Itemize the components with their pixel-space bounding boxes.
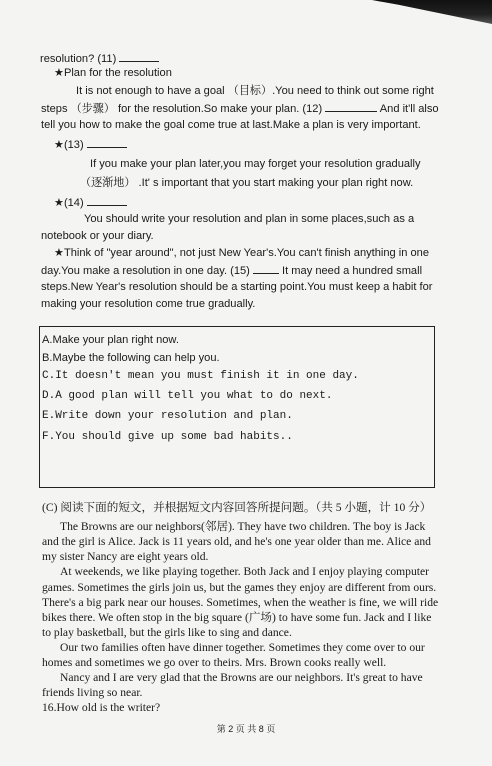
passage-line: Our two families often have dinner together. Sometimes they come over to our [60, 641, 425, 654]
para-1-line-3: tell you how to make the goal come true at last.Make a plan is very important. [41, 119, 421, 131]
passage-line: to play basketball, but the girls like to sing and dance. [42, 626, 292, 639]
option-f: F.You should give up some bad habits.. [42, 431, 293, 443]
para-1-line-2: steps （步骤） for the resolution.So make your plan. (12) And it'll also [41, 103, 439, 115]
para-4-line-3: steps.New Year's resolution should be a starting point.You must keep a habit for [41, 281, 433, 293]
para-4-line-2: day.You make a resolution in one day. (15) It may need a hundred small [41, 265, 423, 277]
passage-line: games. Sometimes the girls join us, but the games they enjoy are different from ours. [42, 581, 437, 594]
passage-line: At weekends, we like playing together. Both Jack and I enjoy playing computer [60, 565, 429, 578]
option-b: B.Maybe the following can help you. [42, 352, 220, 364]
question-13: ★(13) [54, 137, 127, 152]
passage-line: bikes there. We often stop in the big square (广场) to have some fun. Jack and I like [42, 611, 432, 624]
option-a: A.Make your plan right now. [42, 334, 179, 346]
passage-line: Nancy and I are very glad that the Browns are our neighbors. It's great to have [60, 671, 423, 684]
answer-blank-14[interactable] [87, 195, 127, 206]
plan-heading: ★Plan for the resolution [54, 67, 172, 79]
option-c: C.It doesn't mean you must finish it in one day. [42, 370, 359, 382]
answer-blank-15[interactable] [253, 263, 279, 274]
para-4-line-1: ★Think of "year around", not just New Year's.You can't finish anything in one [54, 247, 430, 259]
para-2-line-1: If you make your plan later,you may forget your resolution gradually [90, 158, 421, 170]
para-1-line-1: It is not enough to have a goal （目标）.You need to think out some right [76, 85, 434, 97]
para-4-line-4: making your resolution come true gradually. [41, 298, 256, 310]
resolution-question: resolution? (11) [40, 51, 159, 66]
passage-line: There's a big park near our houses. Sometimes, when the weather is fine, we will ride [42, 596, 439, 609]
passage-line: my sister Nancy are eight years old. [42, 550, 209, 563]
answer-blank-12[interactable] [325, 101, 377, 112]
question-14: ★(14) [54, 195, 127, 210]
question-16: 16.How old is the writer? [42, 701, 161, 714]
part-c-heading: (C) 阅读下面的短文，并根据短文内容回答所提问题。（共 5 小题，计 10 分） [42, 501, 432, 514]
passage-line: friends living so near. [42, 686, 143, 699]
answer-blank-13[interactable] [87, 137, 127, 148]
passage-line: homes and sometimes we go over to theirs. Mrs. Brown cooks really well. [42, 656, 387, 669]
para-3-line-2: notebook or your diary. [41, 230, 154, 242]
option-d: D.A good plan will tell you what to do next. [42, 390, 333, 402]
answer-blank-11[interactable] [119, 51, 159, 62]
passage-line: and the girl is Alice. Jack is 11 years old, and he's one year older than me. Alice and [42, 535, 431, 548]
para-3-line-1: You should write your resolution and plan in some places,such as a [84, 213, 415, 225]
passage-line: The Browns are our neighbors(邻居). They have two children. The boy is Jack [60, 520, 426, 533]
page-footer: 第 2 页 共 8 页 [216, 724, 276, 734]
para-2-line-2: （逐渐地） .It' s important that you start making your plan right now. [80, 177, 414, 189]
option-e: E.Write down your resolution and plan. [42, 410, 293, 422]
